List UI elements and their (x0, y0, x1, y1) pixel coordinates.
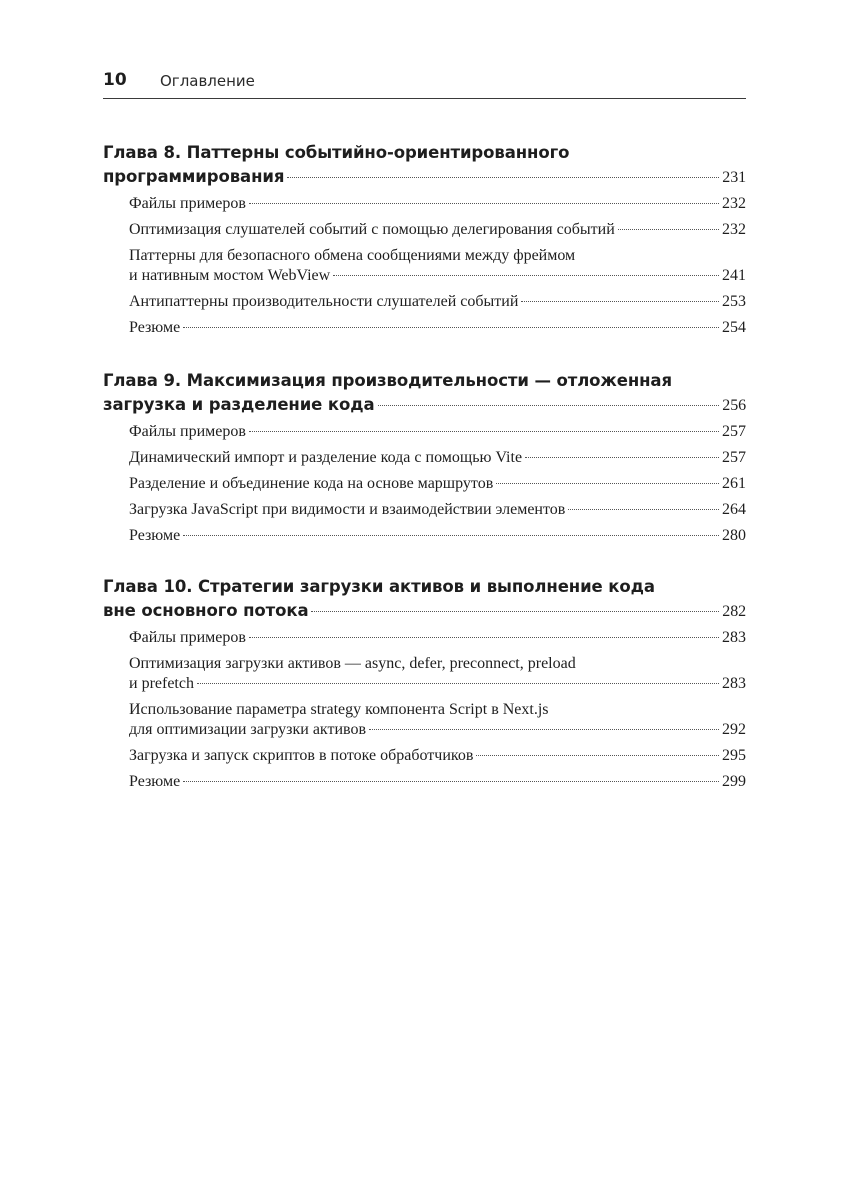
chapter-page: 282 (722, 603, 746, 620)
chapter-page: 256 (722, 397, 746, 414)
dot-leader (287, 177, 719, 178)
dot-leader (311, 611, 719, 612)
toc-entry[interactable]: Динамический импорт и разделение кода с помощью Vite 257 (129, 449, 746, 466)
chapter-10 (103, 575, 746, 798)
toc-entry[interactable]: Резюме 280 (129, 527, 746, 544)
chapter-title: Глава 9. Максимизация производительности — отложенная загрузка и разделение кода 256 (103, 369, 746, 418)
chapter-page: 231 (722, 169, 746, 186)
toc-entry[interactable]: Антипаттерны производительности слушателей событий 253 (129, 293, 746, 310)
toc-entry[interactable]: Файлы примеров 257 (129, 423, 746, 440)
chapter-title: Глава 8. Паттерны событийно-ориентированного программирования 231 (103, 141, 746, 190)
toc-entry[interactable]: Загрузка JavaScript при видимости и взаимодействии элементов 264 (129, 501, 746, 518)
page-number: 10 (103, 70, 127, 90)
toc-entry[interactable]: Использование параметра strategy компонента Script в Next.js для оптимизации загрузки активов 292 (129, 701, 746, 738)
toc-entry[interactable]: Паттерны для безопасного обмена сообщениями между фреймом и нативным мостом WebView 241 (129, 247, 746, 284)
chapter-title: Глава 10. Стратегии загрузки активов и выполнение кода вне основного потока 282 (103, 575, 746, 624)
dot-leader (378, 405, 720, 406)
toc-entry[interactable]: Разделение и объединение кода на основе маршрутов 261 (129, 475, 746, 492)
toc-entry[interactable]: Резюме 299 (129, 773, 746, 790)
toc-entry[interactable]: Загрузка и запуск скриптов в потоке обработчиков 295 (129, 747, 746, 764)
toc-entry[interactable]: Файлы примеров 283 (129, 629, 746, 646)
toc-entry[interactable]: Оптимизация слушателей событий с помощью делегирования событий 232 (129, 221, 746, 238)
toc-entry[interactable]: Резюме 254 (129, 319, 746, 336)
chapter-9 (103, 369, 746, 552)
toc-entry[interactable]: Файлы примеров 232 (129, 195, 746, 212)
page-header (103, 70, 746, 99)
toc-entry[interactable]: Оптимизация загрузки активов — async, defer, preconnect, preload и prefetch 283 (129, 655, 746, 692)
chapter-8 (103, 141, 746, 344)
running-title: Оглавление (160, 72, 255, 90)
